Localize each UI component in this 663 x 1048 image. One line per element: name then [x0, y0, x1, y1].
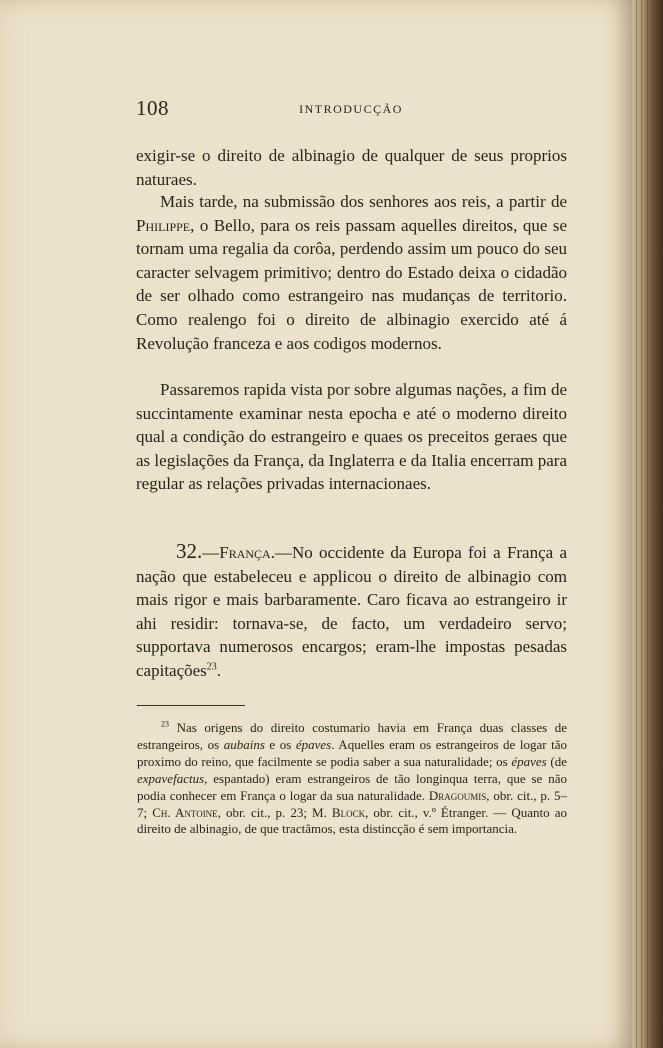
- term-aubains: aubains: [223, 736, 265, 752]
- name-philippe: Philippe: [136, 215, 191, 235]
- running-title: INTRODUCÇÃO: [299, 102, 403, 116]
- paragraph-2-text: Mais tarde, na submissão dos senhores aos reis, a partir de: [160, 192, 567, 211]
- footnote-marker: 23: [161, 719, 169, 729]
- paragraph-2: [136, 190, 567, 355]
- footnote-reference[interactable]: 23: [206, 661, 217, 673]
- footnote-text: . Aquelles eram os estrangeiros de logar tão proximo do reino, que facilmente se podia saber a sua naturalidade; os: [137, 736, 567, 769]
- page-number: 108: [136, 96, 169, 120]
- paragraph-3: Passaremos rapida vista por sobre algumas nações, a fim de succintamente examinar nesta epocha e até o moderno direito qual a condição do estrangeiro e quaes os preceitos geraes que as legislações da França, da Inglaterra e da Italia encerram para regular as relações privadas internacionaes.: [136, 380, 567, 494]
- section-text: No occidente da Europa foi a França a nação que estabeleceu e applicou o direito de albinagio com mais rigor e mais barbaramente. Caro ficava ao estrangeiro ir ahi residir: tornava-se, de facto, um verdadeiro servo; supportava numerosos encargos; eram-lhe impostas pesadas capitações: [136, 543, 567, 680]
- period: .: [216, 660, 222, 680]
- section-32: [136, 540, 567, 683]
- footnote-text: e os: [264, 736, 296, 752]
- page-header: [136, 96, 566, 126]
- dash: —: [202, 543, 220, 562]
- section-number: 32.: [176, 539, 203, 563]
- footnote-text: , espantado) eram estrangeiros de tão longinqua terra, que se não podia conhecer em França o logar da sua naturalidade.: [137, 770, 567, 803]
- footnote-text: (de: [546, 753, 567, 769]
- dash: —: [274, 543, 292, 562]
- page-edge-stack: [632, 0, 663, 1048]
- section-heading: França.: [219, 543, 275, 562]
- term-epaves: épaves: [511, 753, 547, 769]
- footnote-text: Nas origens do direito costumario havia em França duas classes de estrangeiros, os: [137, 720, 567, 752]
- author-block: Block: [331, 804, 366, 820]
- author-antoine: Ch. Antoine: [152, 804, 218, 820]
- footnote-text: , obr. cit., p. 23; M.: [217, 804, 332, 820]
- paragraph-1: exigir-se o direito de albinagio de qualquer de seus proprios naturaes.: [136, 146, 567, 189]
- footnote-text: , obr. cit., p. 5–7;: [137, 787, 567, 820]
- footnote-rule: [137, 705, 245, 706]
- footnote-23: [137, 720, 567, 838]
- author-dragoumis: Dragoumis: [428, 787, 487, 803]
- paragraph-2-text: , o Bello, para os reis passam aquelles direitos, que se tornam uma regalia da corôa, perdendo assim um pouco do seu caracter selvagem primitivo; dentro do Estado deixa o cidadão de ser olhado como estrangeiro nas mudanças de territorio. Como realengo foi o direito de albinagio exercido até á Revolução franceza e aos codigos modernos.: [136, 215, 567, 353]
- footnote-text: , obr. cit., v.º Étranger. — Quanto ao direito de albinagio, de que tractâmos, esta distincção é sem importancia.: [137, 804, 567, 837]
- term-epaves: épaves: [295, 736, 332, 752]
- term-expavefactus: expavefactus: [137, 770, 205, 786]
